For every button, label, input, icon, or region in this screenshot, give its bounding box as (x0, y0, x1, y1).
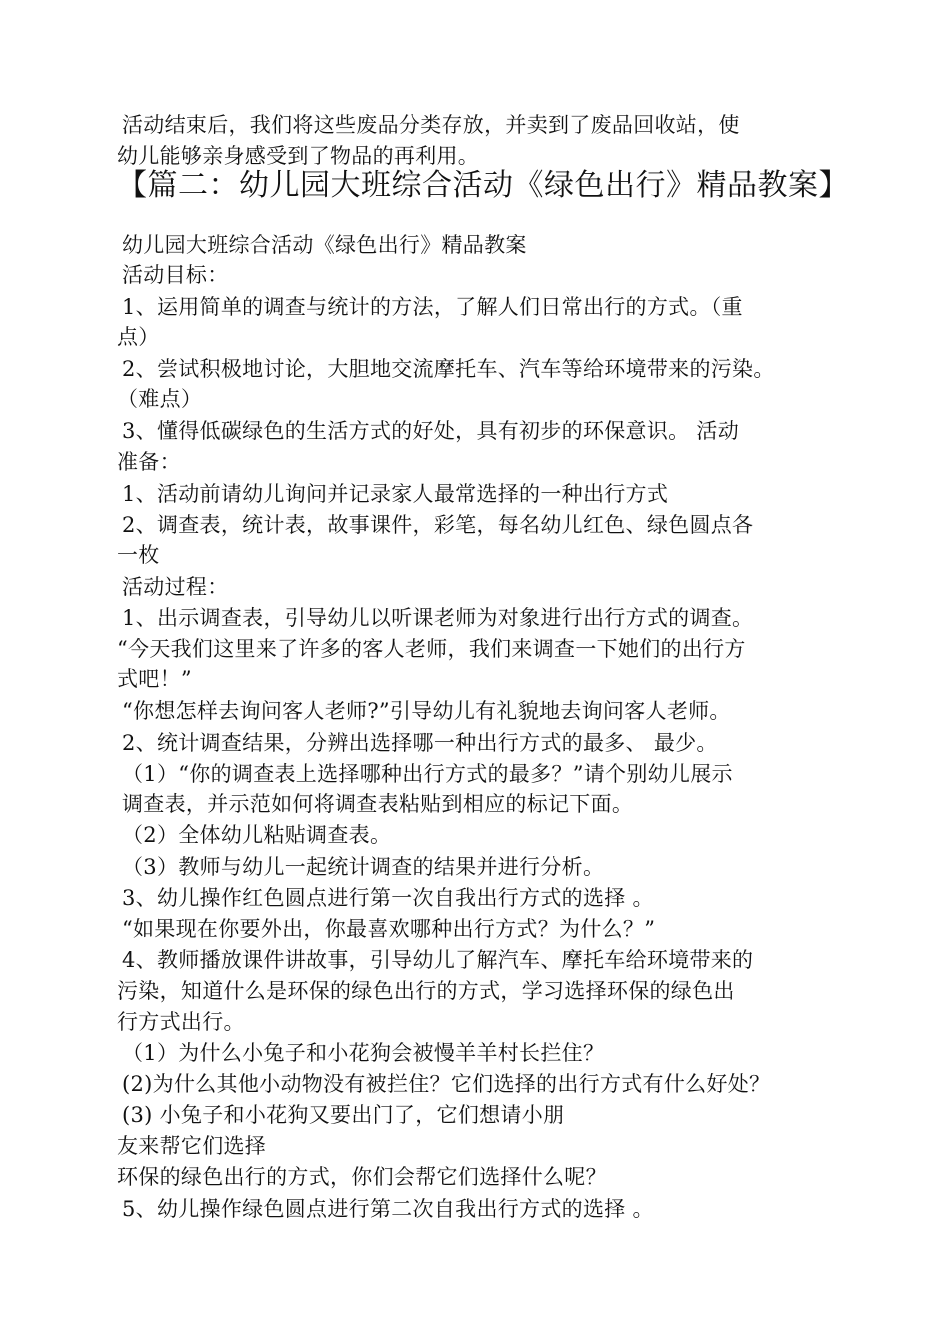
process-label: 活动过程： (122, 575, 229, 599)
step-4-line-3: 行方式出行。 (117, 1010, 245, 1034)
step-1-line-1: 1、出示调查表，引导幼儿以听课老师为对象进行出行方式的调查。 (122, 606, 754, 630)
intro-line-1: 活动结束后，我们将这些废品分类存放，并卖到了废品回收站，使 (122, 113, 740, 137)
objective-3-line-2: 准备： (117, 450, 181, 474)
step-1-line-4: “你想怎样去询问客人老师?”引导幼儿有礼貌地去询问客人老师。 (122, 699, 731, 723)
objectives-label: 活动目标： (122, 263, 229, 287)
intro-line-2: 幼儿能够亲身感受到了物品的再利用。 (117, 144, 480, 168)
objective-2-line-1: 2、尝试积极地讨论，大胆地交流摩托车、汽车等给环境带来的污染。 (122, 357, 775, 381)
prep-1: 1、活动前请幼儿询问并记录家人最常选择的一种出行方式 (122, 482, 669, 506)
step-4-sub-3-line-2: 友来帮它们选择 (117, 1134, 267, 1158)
objective-1-line-1: 1、运用简单的调查与统计的方法，了解人们日常出行的方式。（重 (122, 295, 743, 319)
objective-1-line-2: 点） (117, 325, 160, 349)
step-2-sub-3: （3）教师与幼儿一起统计调查的结果并进行分析。 (122, 855, 605, 879)
step-4-line-2: 污染，知道什么是环保的绿色出行的方式，学习选择环保的绿色出 (117, 979, 735, 1003)
step-4-sub-3-line-3: 环保的绿色出行的方式，你们会帮它们选择什么呢？ (117, 1165, 607, 1189)
step-3-line-1: 3、幼儿操作红色圆点进行第一次自我出行方式的选择 。 (122, 886, 654, 910)
objective-3-line-1: 3、懂得低碳绿色的生活方式的好处，具有初步的环保意识。 活动 (122, 419, 740, 443)
step-4-line-1: 4、教师播放课件讲故事，引导幼儿了解汽车、摩托车给环境带来的 (122, 948, 754, 972)
step-2-sub-1-line-2: 调查表，并示范如何将调查表粘贴到相应的标记下面。 (122, 792, 634, 816)
step-4-sub-3-line-1: (3) 小兔子和小花狗又要出门了，它们想请小朋 (122, 1103, 565, 1127)
step-3-line-2: “如果现在你要外出，你最喜欢哪种出行方式？为什么？” (122, 917, 656, 941)
prep-2-line-2: 一枚 (117, 543, 160, 567)
step-2-sub-2: （2）全体幼儿粘贴调查表。 (122, 823, 392, 847)
section-heading: 【篇二：幼儿园大班综合活动《绿色出行》精品教案】 (117, 168, 849, 203)
step-4-sub-1: （1）为什么小兔子和小花狗会被慢羊羊村长拦住？ (122, 1041, 605, 1065)
doc-title-line: 幼儿园大班综合活动《绿色出行》精品教案 (122, 233, 527, 257)
objective-2-line-2: （难点） (117, 387, 203, 411)
step-4-sub-2: (2)为什么其他小动物没有被拦住？它们选择的出行方式有什么好处？ (122, 1072, 771, 1096)
step-1-line-3: 式吧！” (117, 667, 192, 691)
step-5: 5、幼儿操作绿色圆点进行第二次自我出行方式的选择 。 (122, 1197, 654, 1221)
step-2-sub-1-line-1: （1）“你的调查表上选择哪种出行方式的最多？”请个别幼儿展示 (122, 762, 733, 786)
step-1-line-2: “今天我们这里来了许多的客人老师，我们来调查一下她们的出行方 (117, 637, 746, 661)
prep-2-line-1: 2、调查表，统计表，故事课件，彩笔，每名幼儿红色、绿色圆点各 (122, 513, 754, 537)
step-2-line-1: 2、统计调查结果，分辨出选择哪一种出行方式的最多、 最少。 (122, 731, 718, 755)
